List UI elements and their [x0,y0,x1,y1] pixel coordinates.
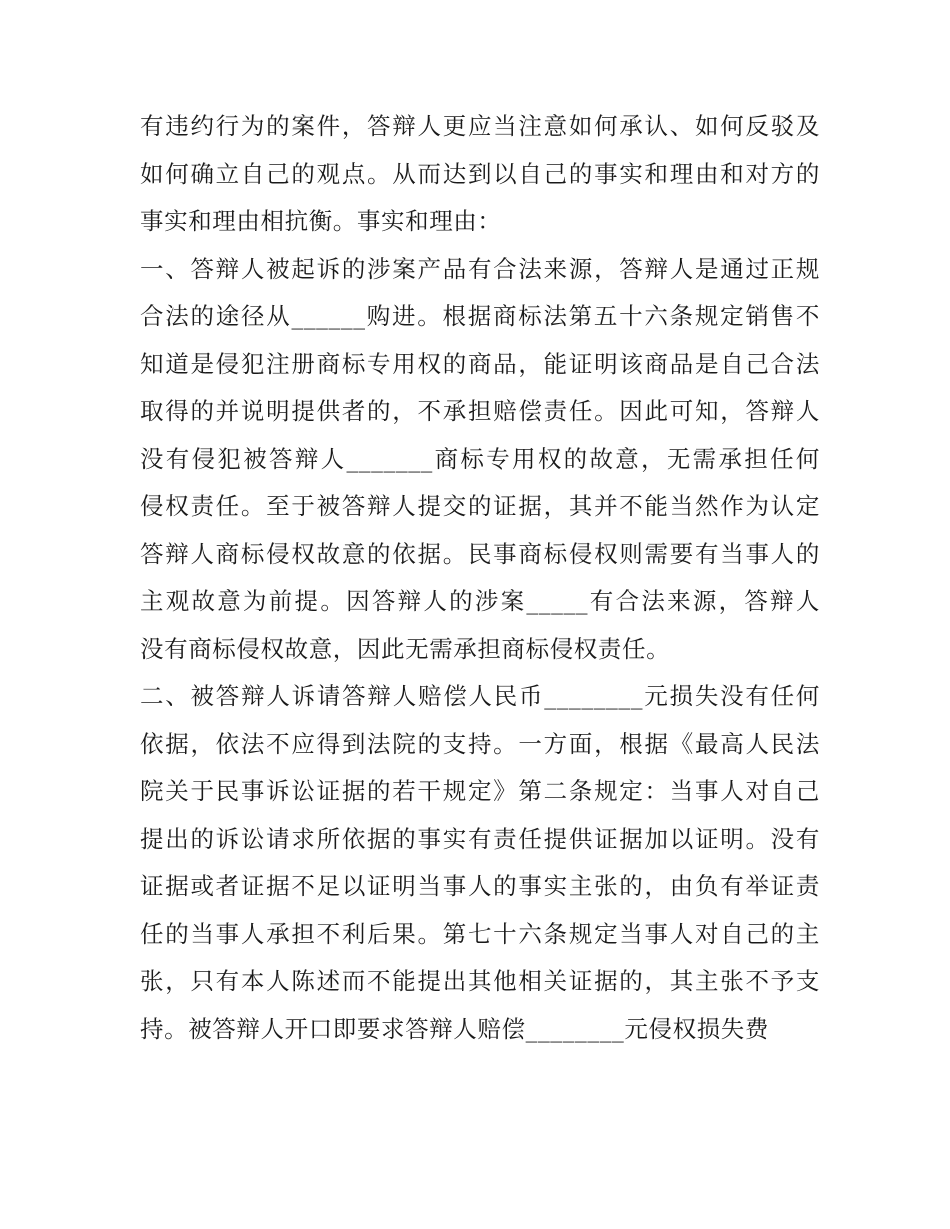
text-line: 提出的诉讼请求所依据的事实有责任提供证据加以证明。没有 [140,824,820,853]
document-body [140,103,820,1053]
text-line: 张，只有本人陈述而不能提出其他相关证据的，其主张不予支 [140,967,820,995]
text-line: 没有侵犯被答辩人_______商标专用权的故意，无需承担任何 [140,444,820,473]
text-line: 证据或者证据不足以证明当事人的事实主张的，由负有举证责 [140,872,820,900]
text-line: 依据，依法不应得到法院的支持。一方面，根据《最高人民法 [140,729,820,758]
text-line: 有违约行为的案件，答辩人更应当注意如何承认、如何反驳及 [140,112,820,140]
text-line: 知道是侵犯注册商标专用权的商品，能证明该商品是自己合法 [140,349,820,378]
text-line: 如何确立自己的观点。从而达到以自己的事实和理由和对方的 [140,159,820,188]
text-line: 一、答辩人被起诉的涉案产品有合法来源，答辩人是通过正规 [140,254,820,283]
text-line: 没有商标侵权故意，因此无需承担商标侵权责任。 [140,634,671,663]
text-line: 主观故意为前提。因答辩人的涉案_____有合法来源，答辩人 [140,587,820,615]
text-line: 取得的并说明提供者的，不承担赔偿责任。因此可知，答辩人 [140,397,820,425]
text-line: 任的当事人承担不利后果。第七十六条规定当事人对自己的主 [140,919,820,948]
text-line: 答辩人商标侵权故意的依据。民事商标侵权则需要有当事人的 [140,539,820,568]
text-line: 侵权责任。至于被答辩人提交的证据，其并不能当然作为认定 [140,492,820,520]
text-line: 合法的途径从______购进。根据商标法第五十六条规定销售不 [140,302,820,330]
text-line: 事实和理由相抗衡。事实和理由： [140,207,502,235]
text-line: 二、被答辩人诉请答辩人赔偿人民币________元损失没有任何 [140,682,820,710]
text-line: 持。被答辩人开口即要求答辩人赔偿________元侵权损失费 [140,1014,769,1043]
text-line: 院关于民事诉讼证据的若干规定》第二条规定：当事人对自己 [140,777,820,805]
